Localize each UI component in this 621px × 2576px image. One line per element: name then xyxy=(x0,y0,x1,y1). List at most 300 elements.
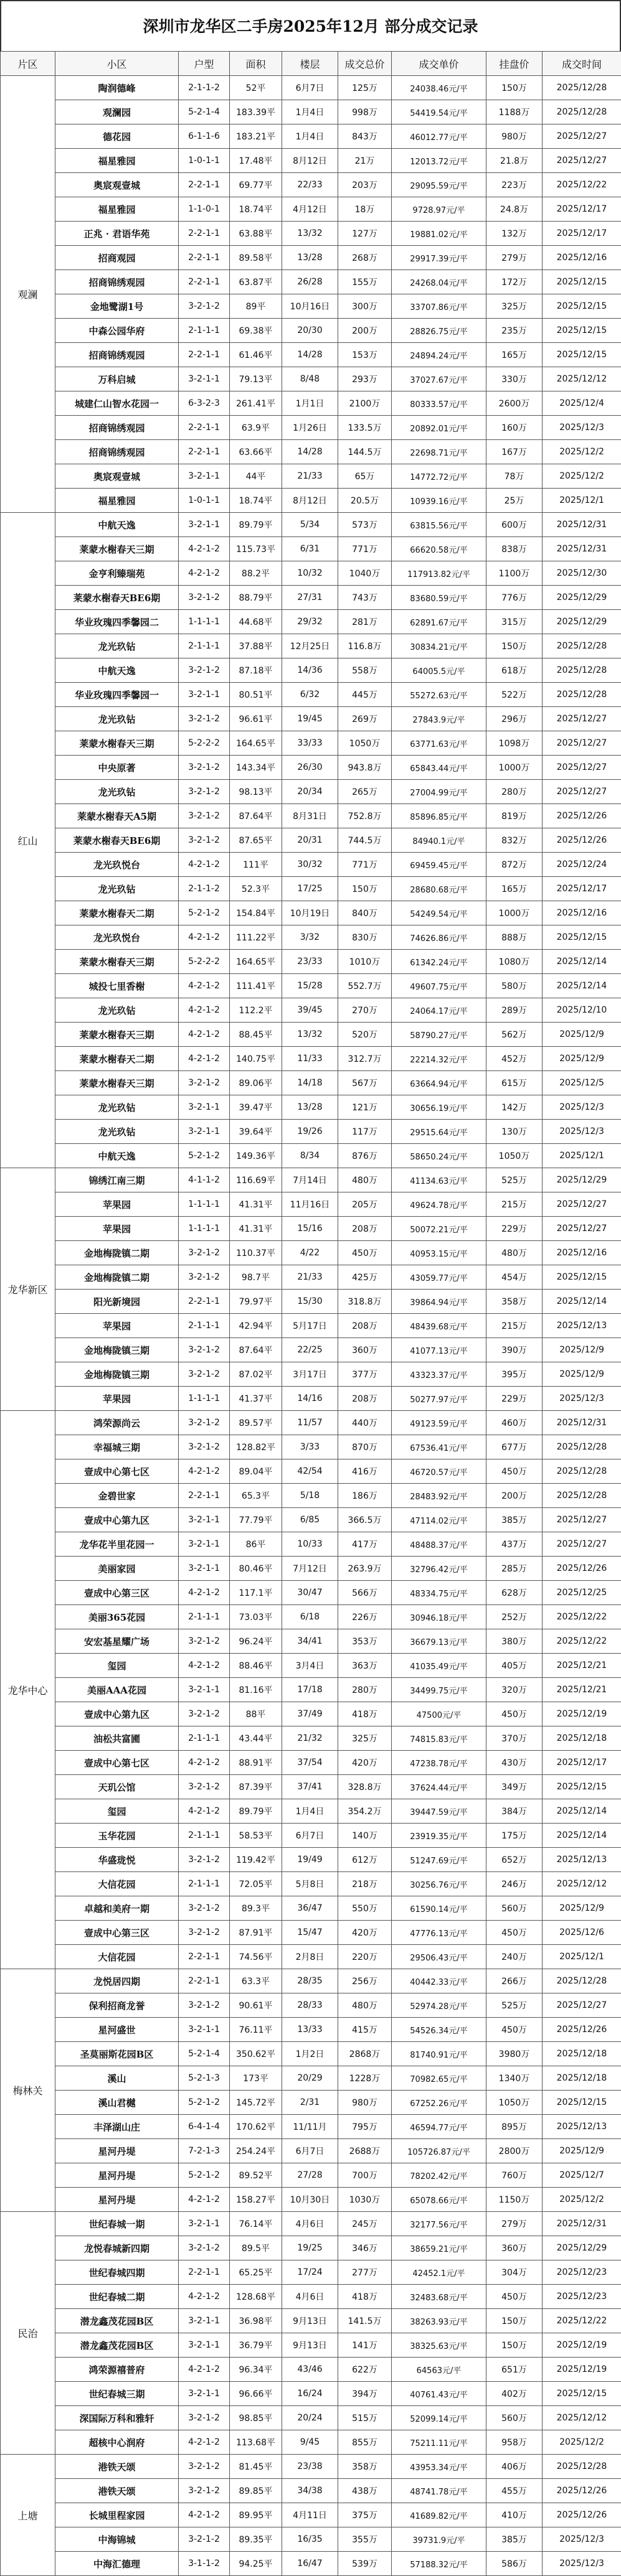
total-price: 117万 xyxy=(338,1120,392,1144)
area: 87.91平 xyxy=(230,1921,282,1945)
table-row xyxy=(1,173,621,197)
floor: 13/33 xyxy=(282,2018,338,2042)
layout: 3-2-1-2 xyxy=(179,1921,230,1945)
table-row xyxy=(1,1896,621,1921)
area: 41.31平 xyxy=(230,1192,282,1217)
floor: 15/28 xyxy=(282,974,338,998)
unit-price: 49624.78元/平 xyxy=(392,1192,486,1217)
total-price: 300万 xyxy=(338,294,392,319)
table-row xyxy=(1,2406,621,2430)
unit-price: 22698.71元/平 xyxy=(392,440,486,464)
table-row xyxy=(1,2309,621,2333)
listing-price: 628万 xyxy=(486,1581,543,1605)
community-name: 龙光玖钻 xyxy=(55,998,179,1023)
unit-price: 67536.41元/平 xyxy=(392,1435,486,1459)
area: 89.5平 xyxy=(230,2236,282,2260)
area: 170.62平 xyxy=(230,2115,282,2139)
floor: 12月25日 xyxy=(282,634,338,658)
table-row xyxy=(1,1581,621,1605)
floor: 15/16 xyxy=(282,1217,338,1241)
unit-price: 48741.78元/平 xyxy=(392,2479,486,2503)
unit-price: 74626.86元/平 xyxy=(392,925,486,950)
floor: 37/49 xyxy=(282,1702,338,1726)
listing-price: 330万 xyxy=(486,367,543,391)
community-name: 潜龙鑫茂花园B区 xyxy=(55,2309,179,2333)
listing-price: 958万 xyxy=(486,2430,543,2455)
community-name: 溪山君樾 xyxy=(55,2091,179,2115)
floor: 1月4日 xyxy=(282,1799,338,1824)
total-price: 116.8万 xyxy=(338,634,392,658)
unit-price: 43323.37元/平 xyxy=(392,1362,486,1387)
table-row xyxy=(1,513,621,537)
area: 88平 xyxy=(230,1702,282,1726)
listing-price: 980万 xyxy=(486,124,543,149)
total-price: 363万 xyxy=(338,1654,392,1678)
deal-date: 2025/12/27 xyxy=(543,1993,621,2018)
district-cell: 红山 xyxy=(1,513,55,1168)
deal-date: 2025/12/28 xyxy=(543,2455,621,2479)
table-row xyxy=(1,1824,621,1848)
listing-price: 652万 xyxy=(486,1848,543,1872)
layout: 3-2-1-2 xyxy=(179,1702,230,1726)
area: 52.3平 xyxy=(230,877,282,901)
table-row xyxy=(1,1241,621,1265)
unit-price: 64563元/平 xyxy=(392,2358,486,2382)
floor: 13/32 xyxy=(282,222,338,246)
total-price: 127万 xyxy=(338,222,392,246)
area: 89.3平 xyxy=(230,1896,282,1921)
area: 128.82平 xyxy=(230,1435,282,1459)
listing-price: 615万 xyxy=(486,1071,543,1095)
total-price: 208万 xyxy=(338,1387,392,1411)
layout: 3-2-1-1 xyxy=(179,513,230,537)
unit-price: 36679.13元/平 xyxy=(392,1629,486,1654)
table-row xyxy=(1,1387,621,1411)
area: 94.25平 xyxy=(230,2552,282,2576)
unit-price: 58650.24元/平 xyxy=(392,1144,486,1168)
layout: 7-2-1-3 xyxy=(179,2139,230,2163)
listing-price: 402万 xyxy=(486,2382,543,2406)
floor: 6/31 xyxy=(282,537,338,561)
unit-price: 47500元/平 xyxy=(392,1702,486,1726)
deal-date: 2025/12/17 xyxy=(543,197,621,222)
deal-date: 2025/12/29 xyxy=(543,586,621,610)
table-row xyxy=(1,1945,621,1969)
table-row xyxy=(1,1484,621,1508)
total-price: 281万 xyxy=(338,610,392,634)
floor: 6月7日 xyxy=(282,2139,338,2163)
listing-price: 223万 xyxy=(486,173,543,197)
area: 183.21平 xyxy=(230,124,282,149)
floor: 4月6日 xyxy=(282,2212,338,2236)
unit-price: 30834.21元/平 xyxy=(392,634,486,658)
listing-price: 450万 xyxy=(486,1459,543,1484)
layout: 3-2-1-2 xyxy=(179,1338,230,1362)
deal-date: 2025/12/27 xyxy=(543,1192,621,1217)
community-name: 苹果园 xyxy=(55,1387,179,1411)
listing-price: 150万 xyxy=(486,2309,543,2333)
layout: 3-2-1-2 xyxy=(179,2236,230,2260)
area: 111.22平 xyxy=(230,925,282,950)
area: 80.51平 xyxy=(230,683,282,707)
unit-price: 24894.24元/平 xyxy=(392,343,486,367)
header-floor: 楼层 xyxy=(282,52,338,76)
floor: 14/18 xyxy=(282,1071,338,1095)
total-price: 256万 xyxy=(338,1969,392,1993)
floor: 20/31 xyxy=(282,828,338,853)
deal-date: 2025/12/28 xyxy=(543,76,621,100)
total-price: 558万 xyxy=(338,658,392,683)
table-row xyxy=(1,76,621,100)
area: 98.85平 xyxy=(230,2406,282,2430)
header-row xyxy=(1,52,621,76)
area: 76.14平 xyxy=(230,2212,282,2236)
listing-price: 279万 xyxy=(486,2212,543,2236)
community-name: 壹成中心第三区 xyxy=(55,1581,179,1605)
table-body xyxy=(1,76,621,2576)
layout: 4-2-1-2 xyxy=(179,1799,230,1824)
unit-price: 47114.02元/平 xyxy=(392,1508,486,1532)
listing-price: 304万 xyxy=(486,2260,543,2285)
total-price: 539万 xyxy=(338,2552,392,2576)
layout: 3-2-1-2 xyxy=(179,1848,230,1872)
unit-price: 22214.32元/平 xyxy=(392,1047,486,1071)
listing-price: 525万 xyxy=(486,1993,543,2018)
layout: 1-1-1-1 xyxy=(179,1217,230,1241)
community-name: 超核中心润府 xyxy=(55,2430,179,2455)
listing-price: 1050万 xyxy=(486,1144,543,1168)
layout: 2-2-1-1 xyxy=(179,1290,230,1314)
table-row xyxy=(1,1459,621,1484)
listing-price: 252万 xyxy=(486,1605,543,1629)
total-price: 830万 xyxy=(338,925,392,950)
area: 77.79平 xyxy=(230,1508,282,1532)
community-name: 玺园 xyxy=(55,1799,179,1824)
total-price: 418万 xyxy=(338,1702,392,1726)
floor: 34/41 xyxy=(282,1629,338,1654)
floor: 22/25 xyxy=(282,1338,338,1362)
community-name: 星河丹堤 xyxy=(55,2188,179,2212)
total-price: 346万 xyxy=(338,2236,392,2260)
deal-date: 2025/12/31 xyxy=(543,513,621,537)
deal-date: 2025/12/23 xyxy=(543,2260,621,2285)
listing-price: 320万 xyxy=(486,1678,543,1702)
deal-date: 2025/12/3 xyxy=(543,1095,621,1120)
area: 18.74平 xyxy=(230,197,282,222)
total-price: 312.7万 xyxy=(338,1047,392,1071)
deal-date: 2025/12/17 xyxy=(543,222,621,246)
total-price: 752.8万 xyxy=(338,804,392,828)
table-row xyxy=(1,1557,621,1581)
area: 17.48平 xyxy=(230,149,282,173)
total-price: 121万 xyxy=(338,1095,392,1120)
table-row xyxy=(1,2430,621,2455)
floor: 1月2日 xyxy=(282,2042,338,2066)
community-name: 港铁天颂 xyxy=(55,2479,179,2503)
layout: 5-2-1-2 xyxy=(179,2091,230,2115)
community-name: 招商观园 xyxy=(55,246,179,270)
listing-price: 560万 xyxy=(486,1896,543,1921)
total-price: 280万 xyxy=(338,1678,392,1702)
deal-date: 2025/12/28 xyxy=(543,658,621,683)
community-name: 丰泽湖山庄 xyxy=(55,2115,179,2139)
layout: 5-2-1-2 xyxy=(179,901,230,925)
table-row xyxy=(1,1314,621,1338)
layout: 2-1-1-2 xyxy=(179,76,230,100)
table-row xyxy=(1,1775,621,1799)
unit-price: 12013.72元/平 xyxy=(392,149,486,173)
community-name: 莱蒙水榭春天三期 xyxy=(55,537,179,561)
listing-price: 410万 xyxy=(486,2503,543,2527)
table-row xyxy=(1,1702,621,1726)
table-row xyxy=(1,319,621,343)
listing-price: 229万 xyxy=(486,1217,543,1241)
deal-date: 2025/12/21 xyxy=(543,1678,621,1702)
total-price: 843万 xyxy=(338,124,392,149)
community-name: 壹成中心第七区 xyxy=(55,1459,179,1484)
unit-price: 32177.56元/平 xyxy=(392,2212,486,2236)
listing-price: 279万 xyxy=(486,246,543,270)
unit-price: 48488.37元/平 xyxy=(392,1532,486,1557)
total-price: 980万 xyxy=(338,2091,392,2115)
deal-date: 2025/12/9 xyxy=(543,2139,621,2163)
area: 86平 xyxy=(230,1532,282,1557)
area: 89.06平 xyxy=(230,1071,282,1095)
listing-price: 450万 xyxy=(486,2018,543,2042)
listing-price: 437万 xyxy=(486,1532,543,1557)
layout: 4-2-1-2 xyxy=(179,2358,230,2382)
listing-price: 586万 xyxy=(486,2552,543,2576)
floor: 14/36 xyxy=(282,658,338,683)
community-name: 莱蒙水榭春天三期 xyxy=(55,1071,179,1095)
table-row xyxy=(1,343,621,367)
floor: 28/33 xyxy=(282,1993,338,2018)
floor: 28/35 xyxy=(282,1969,338,1993)
area: 58.53平 xyxy=(230,1824,282,1848)
table-row xyxy=(1,2115,621,2139)
community-name: 龙光玖钻 xyxy=(55,780,179,804)
community-name: 招商锦绣观园 xyxy=(55,270,179,294)
community-name: 星河盛世 xyxy=(55,2018,179,2042)
area: 96.61平 xyxy=(230,707,282,731)
total-price: 20.5万 xyxy=(338,489,392,513)
floor: 13/32 xyxy=(282,1023,338,1047)
deal-date: 2025/12/28 xyxy=(543,634,621,658)
community-name: 中航天逸 xyxy=(55,658,179,683)
area: 44平 xyxy=(230,464,282,489)
unit-price: 37624.44元/平 xyxy=(392,1775,486,1799)
layout: 4-2-1-2 xyxy=(179,1751,230,1775)
unit-price: 29506.43元/平 xyxy=(392,1945,486,1969)
unit-price: 83680.59元/平 xyxy=(392,586,486,610)
deal-date: 2025/12/27 xyxy=(543,780,621,804)
listing-price: 455万 xyxy=(486,2479,543,2503)
unit-price: 54526.34元/平 xyxy=(392,2018,486,2042)
listing-price: 200万 xyxy=(486,1484,543,1508)
total-price: 445万 xyxy=(338,683,392,707)
table-row xyxy=(1,2260,621,2285)
community-name: 龙光玖钻 xyxy=(55,877,179,901)
floor: 7月14日 xyxy=(282,1168,338,1192)
listing-price: 25万 xyxy=(486,489,543,513)
listing-price: 450万 xyxy=(486,1921,543,1945)
listing-price: 385万 xyxy=(486,1508,543,1532)
total-price: 417万 xyxy=(338,1532,392,1557)
layout: 3-2-1-1 xyxy=(179,464,230,489)
deal-date: 2025/12/28 xyxy=(543,1484,621,1508)
layout: 4-2-1-2 xyxy=(179,561,230,586)
district-cell: 观澜 xyxy=(1,76,55,513)
total-price: 1050万 xyxy=(338,731,392,756)
listing-price: 450万 xyxy=(486,2285,543,2309)
deal-date: 2025/12/13 xyxy=(543,1848,621,1872)
total-price: 203万 xyxy=(338,173,392,197)
listing-price: 560万 xyxy=(486,2406,543,2430)
total-price: 375万 xyxy=(338,2503,392,2527)
floor: 6/32 xyxy=(282,683,338,707)
community-name: 阳光新境园 xyxy=(55,1290,179,1314)
total-price: 840万 xyxy=(338,901,392,925)
total-price: 366.5万 xyxy=(338,1508,392,1532)
floor: 16/47 xyxy=(282,2552,338,2576)
header-district: 片区 xyxy=(1,52,55,76)
table-row xyxy=(1,537,621,561)
table-row xyxy=(1,2479,621,2503)
total-price: 318.8万 xyxy=(338,1290,392,1314)
listing-price: 150万 xyxy=(486,76,543,100)
floor: 22/33 xyxy=(282,173,338,197)
area: 89.57平 xyxy=(230,1411,282,1435)
layout: 3-2-1-2 xyxy=(179,658,230,683)
table-row xyxy=(1,440,621,464)
deal-date: 2025/12/19 xyxy=(543,2333,621,2358)
listing-price: 1150万 xyxy=(486,2188,543,2212)
total-price: 795万 xyxy=(338,2115,392,2139)
table-row xyxy=(1,2333,621,2358)
layout: 1-1-1-1 xyxy=(179,1387,230,1411)
deal-date: 2025/12/3 xyxy=(543,2527,621,2552)
area: 89.52平 xyxy=(230,2163,282,2188)
layout: 4-2-1-2 xyxy=(179,2503,230,2527)
unit-price: 29515.64元/平 xyxy=(392,1120,486,1144)
floor: 42/54 xyxy=(282,1459,338,1484)
unit-price: 49123.59元/平 xyxy=(392,1411,486,1435)
table-row xyxy=(1,1095,621,1120)
layout: 6-4-1-4 xyxy=(179,2115,230,2139)
deal-date: 2025/12/22 xyxy=(543,1605,621,1629)
area: 63.88平 xyxy=(230,222,282,246)
table-row xyxy=(1,124,621,149)
community-name: 世纪春城一期 xyxy=(55,2212,179,2236)
deal-date: 2025/12/16 xyxy=(543,901,621,925)
floor: 36/47 xyxy=(282,1896,338,1921)
floor: 27/31 xyxy=(282,586,338,610)
deal-date: 2025/12/29 xyxy=(543,610,621,634)
community-name: 龙光玖悦台 xyxy=(55,853,179,877)
listing-price: 1000万 xyxy=(486,901,543,925)
total-price: 855万 xyxy=(338,2430,392,2455)
header-area: 面积 xyxy=(230,52,282,76)
community-name: 龙光玖钻 xyxy=(55,634,179,658)
deal-date: 2025/12/22 xyxy=(543,2309,621,2333)
deal-date: 2025/12/27 xyxy=(543,149,621,173)
unit-price: 54249.54元/平 xyxy=(392,901,486,925)
unit-price: 69459.45元/平 xyxy=(392,853,486,877)
table-row xyxy=(1,561,621,586)
layout: 4-2-1-2 xyxy=(179,1023,230,1047)
area: 65.25平 xyxy=(230,2260,282,2285)
layout: 3-2-1-2 xyxy=(179,1775,230,1799)
district-cell: 龙华中心 xyxy=(1,1411,55,1969)
deal-date: 2025/12/1 xyxy=(543,1144,621,1168)
unit-price: 64005.5元/平 xyxy=(392,658,486,683)
total-price: 2100万 xyxy=(338,391,392,416)
table-row xyxy=(1,2503,621,2527)
layout: 2-2-1-1 xyxy=(179,343,230,367)
area: 96.24平 xyxy=(230,1629,282,1654)
listing-price: 142万 xyxy=(486,1095,543,1120)
community-name: 保利招商龙誉 xyxy=(55,1993,179,2018)
floor: 13/28 xyxy=(282,246,338,270)
community-name: 长城里程家园 xyxy=(55,2503,179,2527)
area: 261.41平 xyxy=(230,391,282,416)
layout: 3-2-1-2 xyxy=(179,804,230,828)
deal-date: 2025/12/27 xyxy=(543,1508,621,1532)
deal-date: 2025/12/9 xyxy=(543,1896,621,1921)
area: 36.79平 xyxy=(230,2333,282,2358)
layout: 2-1-1-1 xyxy=(179,1605,230,1629)
community-name: 港铁天颂 xyxy=(55,2455,179,2479)
deal-date: 2025/12/19 xyxy=(543,1702,621,1726)
area: 89平 xyxy=(230,294,282,319)
floor: 34/38 xyxy=(282,2479,338,2503)
listing-price: 454万 xyxy=(486,1265,543,1290)
area: 42.94平 xyxy=(230,1314,282,1338)
floor: 27/28 xyxy=(282,2163,338,2188)
deal-date: 2025/12/22 xyxy=(543,1629,621,1654)
floor: 9/45 xyxy=(282,2430,338,2455)
area: 63.87平 xyxy=(230,270,282,294)
total-price: 141.5万 xyxy=(338,2309,392,2333)
area: 73.03平 xyxy=(230,1605,282,1629)
unit-price: 49607.75元/平 xyxy=(392,974,486,998)
layout: 3-2-1-1 xyxy=(179,2382,230,2406)
total-price: 998万 xyxy=(338,100,392,124)
deal-date: 2025/12/15 xyxy=(543,1265,621,1290)
community-name: 陶润德峰 xyxy=(55,76,179,100)
area: 41.37平 xyxy=(230,1387,282,1411)
floor: 6月7日 xyxy=(282,76,338,100)
layout: 3-2-1-1 xyxy=(179,1557,230,1581)
area: 143.34平 xyxy=(230,756,282,780)
deal-date: 2025/12/27 xyxy=(543,1217,621,1241)
table-row xyxy=(1,222,621,246)
district-cell: 龙华新区 xyxy=(1,1168,55,1411)
community-name: 玺园 xyxy=(55,1654,179,1678)
area: 183.39平 xyxy=(230,100,282,124)
deal-date: 2025/12/16 xyxy=(543,246,621,270)
unit-price: 27004.99元/平 xyxy=(392,780,486,804)
listing-price: 380万 xyxy=(486,1629,543,1654)
unit-price: 75211.11元/平 xyxy=(392,2430,486,2455)
community-name: 莱蒙水榭春天二期 xyxy=(55,1047,179,1071)
community-name: 圣莫丽斯花园B区 xyxy=(55,2042,179,2066)
table-row xyxy=(1,1799,621,1824)
table-row xyxy=(1,1168,621,1192)
deal-date: 2025/12/31 xyxy=(543,537,621,561)
deal-date: 2025/12/27 xyxy=(543,124,621,149)
unit-price: 29917.39元/平 xyxy=(392,246,486,270)
